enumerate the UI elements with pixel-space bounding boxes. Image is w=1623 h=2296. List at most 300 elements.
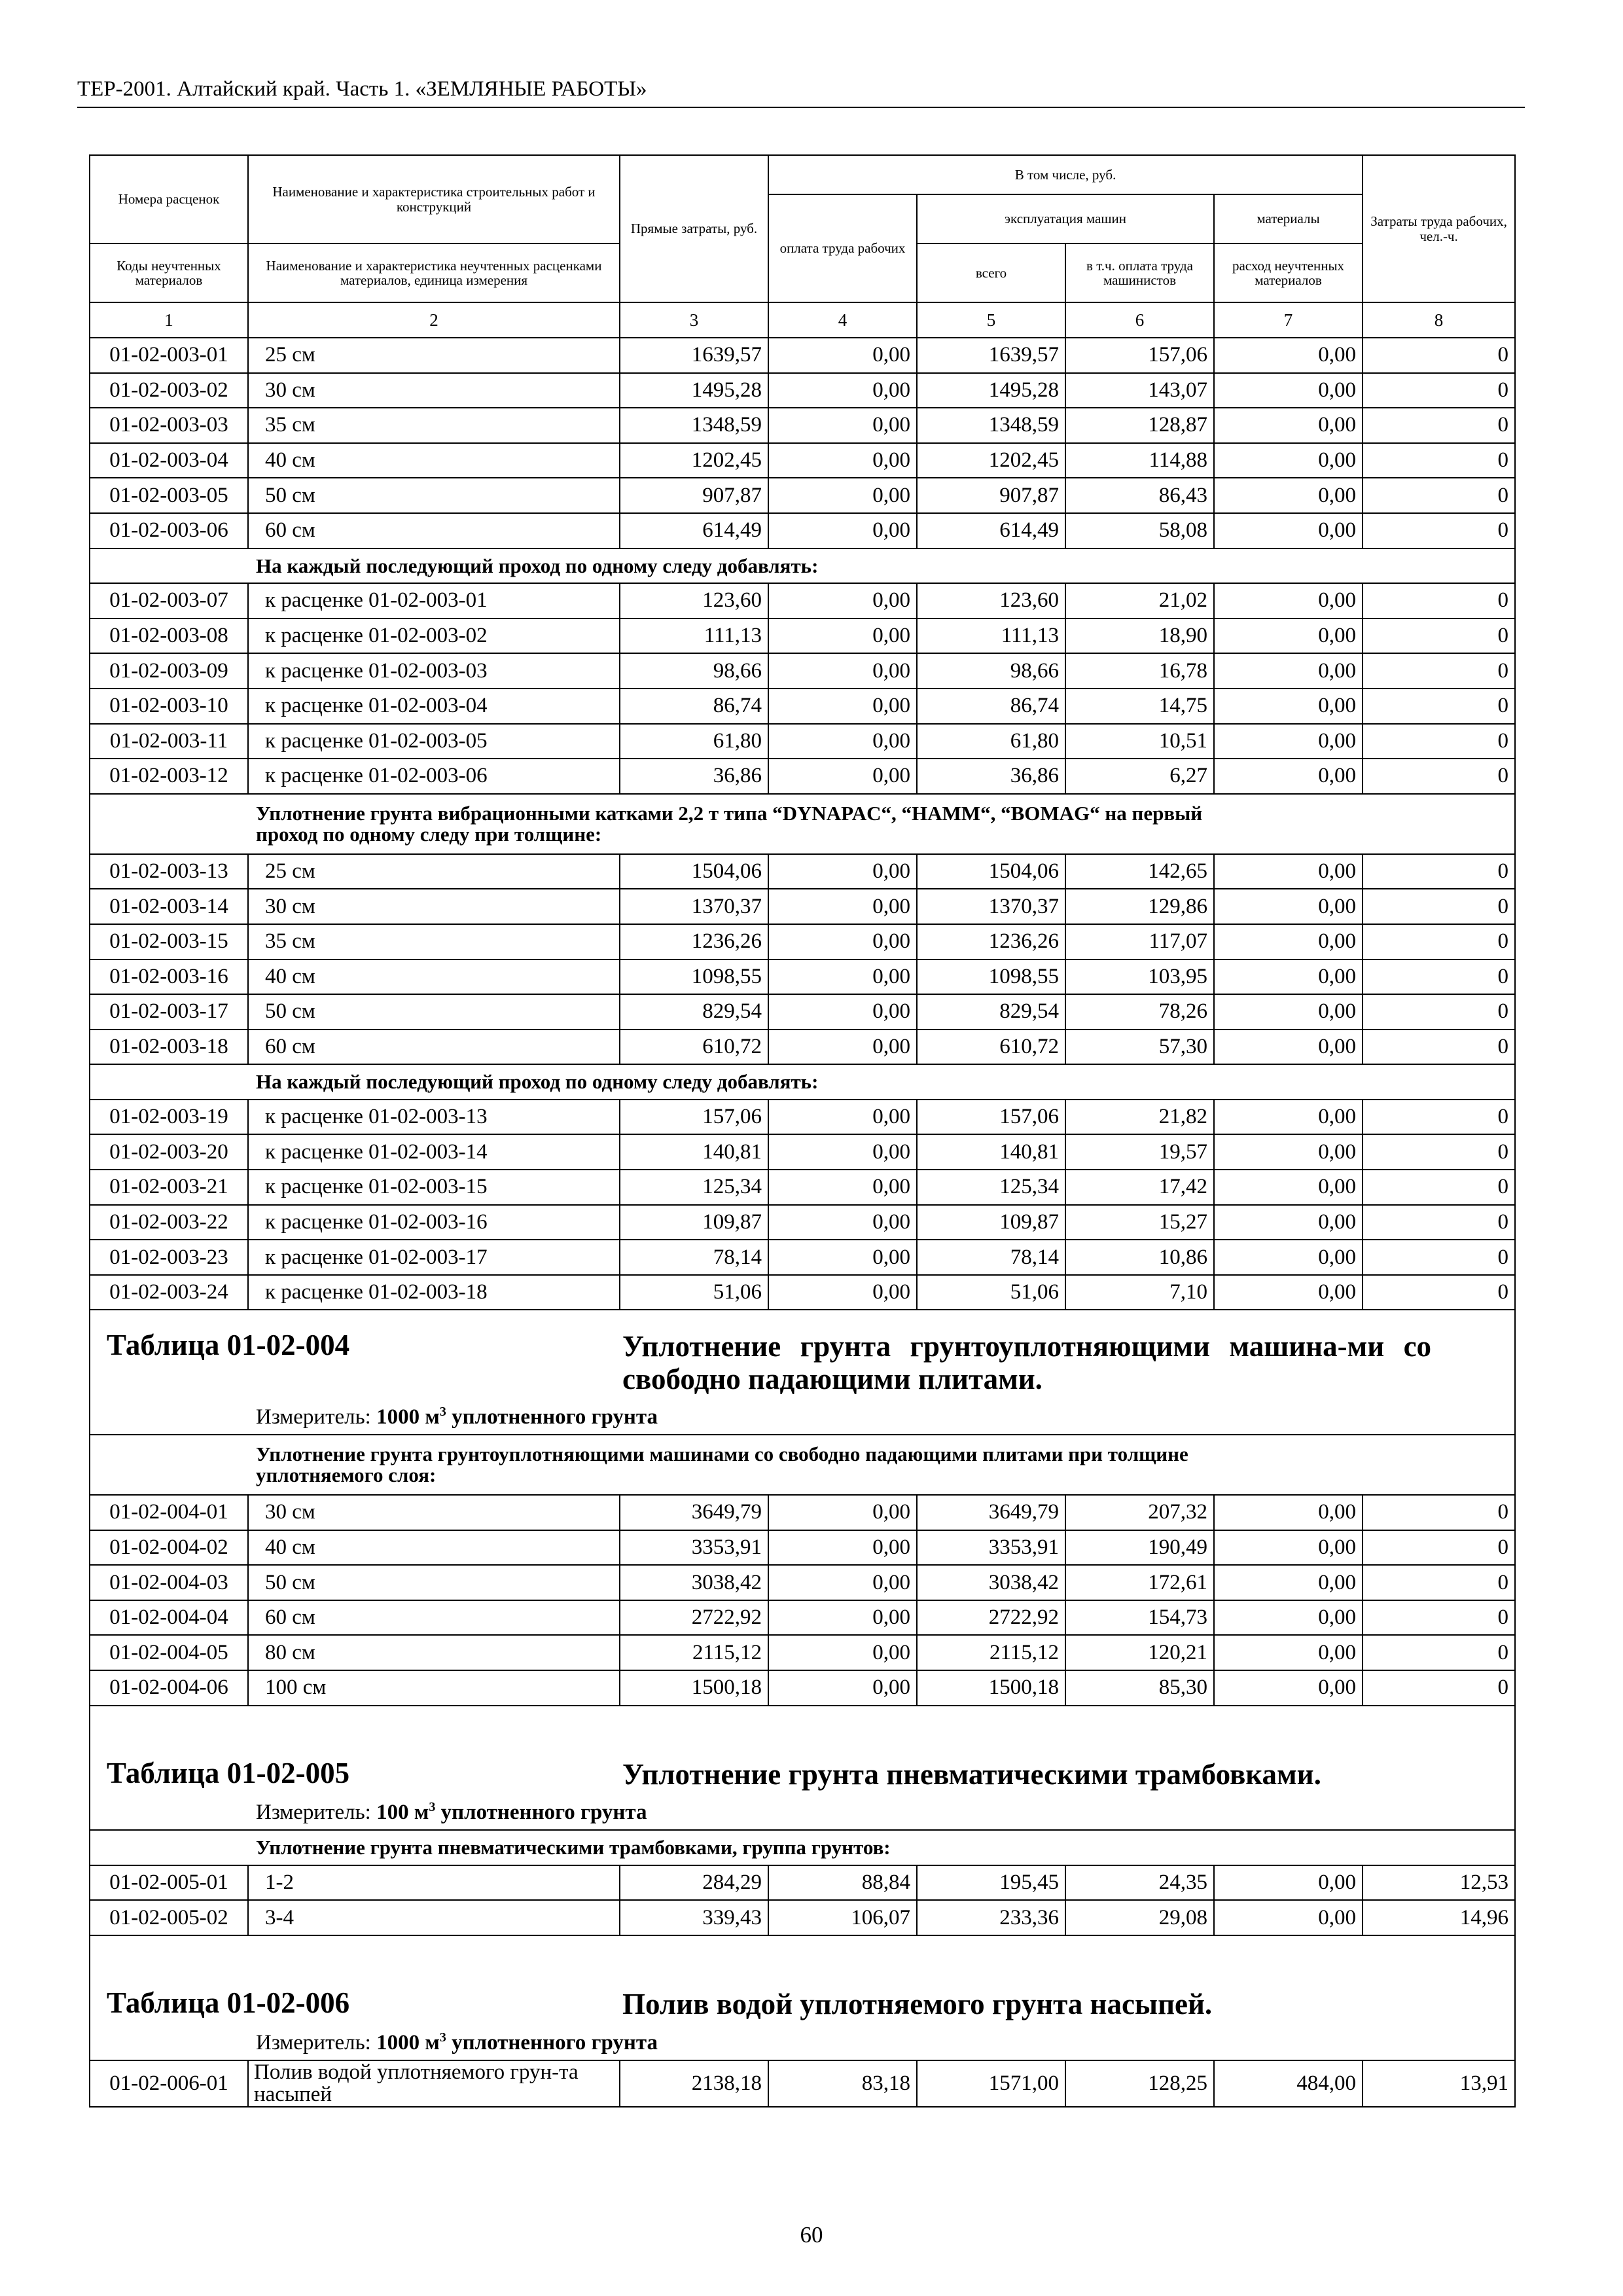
cell-value: 0,00 — [1214, 1865, 1363, 1901]
table-header — [90, 155, 1515, 338]
rate-name: к расценке 01-02-003-04 — [248, 689, 620, 724]
measure-row — [90, 1399, 1515, 1435]
cell-value: 83,18 — [768, 2060, 917, 2107]
col-header-unaccounted: расход неучтенных материалов — [1214, 243, 1363, 302]
rate-name: 60 см — [248, 513, 620, 548]
section-heading — [90, 1830, 1515, 1865]
cell-value: 10,51 — [1065, 724, 1214, 759]
rate-name: 3-4 — [248, 1900, 620, 1935]
cell-value: 0,00 — [768, 759, 917, 794]
cell-value: 78,14 — [620, 1240, 768, 1275]
cell-value: 109,87 — [620, 1205, 768, 1240]
cell-value: 61,80 — [620, 724, 768, 759]
cell-value: 128,25 — [1065, 2060, 1214, 2107]
cell-value: 109,87 — [917, 1205, 1065, 1240]
cell-value: 0,00 — [768, 443, 917, 478]
cell-value: 0,00 — [1214, 960, 1363, 995]
cell-value: 19,57 — [1065, 1134, 1214, 1170]
rate-name: к расценке 01-02-003-18 — [248, 1275, 620, 1310]
table-title-cell — [90, 1310, 1515, 1399]
table-row — [90, 960, 1515, 995]
cell-value: 0,00 — [1214, 1530, 1363, 1566]
cell-value: 2115,12 — [620, 1635, 768, 1670]
table-row — [90, 408, 1515, 443]
col-header-hours: Затраты труда рабочих, чел.-ч. — [1363, 155, 1515, 302]
cell-value: 0,00 — [768, 1205, 917, 1240]
table-number: Таблица 01-02-006 — [107, 1986, 350, 2020]
cell-value: 21,82 — [1065, 1100, 1214, 1135]
rate-name: 1-2 — [248, 1865, 620, 1901]
rate-name: 40 см — [248, 960, 620, 995]
cell-value: 1495,28 — [620, 373, 768, 408]
cell-value: 0,00 — [1214, 1134, 1363, 1170]
cell-value: 0,00 — [768, 1635, 917, 1670]
cell-value: 0 — [1363, 653, 1515, 689]
table-row — [90, 759, 1515, 794]
rate-name: 100 см — [248, 1670, 620, 1706]
table-row — [90, 1600, 1515, 1636]
cell-value: 86,74 — [620, 689, 768, 724]
measure-label: Измеритель: — [256, 2030, 377, 2054]
cell-value: 142,65 — [1065, 854, 1214, 889]
table-row — [90, 1100, 1515, 1135]
cell-value: 0,00 — [768, 1275, 917, 1310]
cell-value: 0,00 — [1214, 889, 1363, 924]
rate-code: 01-02-003-17 — [90, 994, 248, 1030]
cell-value: 1236,26 — [620, 924, 768, 960]
rate-name: 30 см — [248, 889, 620, 924]
cell-value: 1500,18 — [620, 1670, 768, 1706]
cell-value: 0,00 — [1214, 583, 1363, 619]
column-number: 1 — [90, 302, 248, 338]
measure-exponent: 3 — [429, 1800, 436, 1815]
rate-name: к расценке 01-02-003-06 — [248, 759, 620, 794]
cell-value: 0,00 — [1214, 1275, 1363, 1310]
cell-value: 0,00 — [768, 724, 917, 759]
column-number: 7 — [1214, 302, 1363, 338]
measure-number: 100 м — [376, 1801, 429, 1825]
cell-value: 1504,06 — [620, 854, 768, 889]
rate-name: 30 см — [248, 1495, 620, 1530]
cell-value: 0 — [1363, 1275, 1515, 1310]
cell-value: 3649,79 — [620, 1495, 768, 1530]
cell-value: 1098,55 — [620, 960, 768, 995]
table-row — [90, 338, 1515, 373]
cell-value: 143,07 — [1065, 373, 1214, 408]
measure-label: Измеритель: — [256, 1405, 377, 1429]
rate-code: 01-02-003-04 — [90, 443, 248, 478]
cell-value: 0,00 — [768, 1100, 917, 1135]
measure-unit — [90, 1795, 1515, 1831]
cell-value: 0,00 — [768, 653, 917, 689]
rate-name: 35 см — [248, 408, 620, 443]
cell-value: 610,72 — [917, 1030, 1065, 1065]
cell-value: 0,00 — [1214, 513, 1363, 548]
section-heading — [90, 794, 1515, 854]
column-number: 2 — [248, 302, 620, 338]
col-header-total: всего — [917, 243, 1065, 302]
cell-value: 29,08 — [1065, 1900, 1214, 1935]
col-header-name2: Наименование и характеристика неучтенных расценками материалов, единица измерения — [248, 243, 620, 302]
section-heading — [90, 1435, 1515, 1495]
table-row — [90, 1865, 1515, 1901]
col-header-num: Номера расценок — [90, 155, 248, 243]
cell-value: 140,81 — [917, 1134, 1065, 1170]
cell-value: 0,00 — [768, 583, 917, 619]
cell-value: 0 — [1363, 1530, 1515, 1566]
cell-value: 140,81 — [620, 1134, 768, 1170]
table-body — [90, 338, 1515, 2107]
cell-value: 0 — [1363, 1205, 1515, 1240]
cell-value: 0 — [1363, 338, 1515, 373]
column-number: 3 — [620, 302, 768, 338]
cell-value: 0 — [1363, 513, 1515, 548]
cell-value: 207,32 — [1065, 1495, 1214, 1530]
cell-value: 120,21 — [1065, 1635, 1214, 1670]
cell-value: 154,73 — [1065, 1600, 1214, 1636]
cell-value: 0,00 — [768, 478, 917, 513]
cell-value: 610,72 — [620, 1030, 768, 1065]
rate-code: 01-02-003-20 — [90, 1134, 248, 1170]
cell-value: 0,00 — [1214, 689, 1363, 724]
cell-value: 0 — [1363, 960, 1515, 995]
cell-value: 117,07 — [1065, 924, 1214, 960]
rate-name: 40 см — [248, 1530, 620, 1566]
cell-value: 1348,59 — [917, 408, 1065, 443]
cell-value: 1495,28 — [917, 373, 1065, 408]
cell-value: 0 — [1363, 583, 1515, 619]
rate-code: 01-02-003-24 — [90, 1275, 248, 1310]
cell-value: 0,00 — [768, 1030, 917, 1065]
col-header-code2: Коды неучтенных материалов — [90, 243, 248, 302]
cell-value: 51,06 — [917, 1275, 1065, 1310]
section-heading-row — [90, 1435, 1515, 1495]
table-row — [90, 1635, 1515, 1670]
section-heading-line: На каждый последующий проход по одному следу добавлять: — [256, 1070, 819, 1094]
cell-value: 24,35 — [1065, 1865, 1214, 1901]
cell-value: 1500,18 — [917, 1670, 1065, 1706]
rate-code: 01-02-004-04 — [90, 1600, 248, 1636]
cell-value: 907,87 — [620, 478, 768, 513]
table-row — [90, 373, 1515, 408]
measure-quantity — [376, 1405, 658, 1429]
rate-name: 30 см — [248, 373, 620, 408]
table-row — [90, 854, 1515, 889]
table-row — [90, 1030, 1515, 1065]
cell-value: 0,00 — [1214, 1635, 1363, 1670]
rate-code: 01-02-004-01 — [90, 1495, 248, 1530]
rate-name: 80 см — [248, 1635, 620, 1670]
rate-name: к расценке 01-02-003-15 — [248, 1170, 620, 1205]
table-number: Таблица 01-02-004 — [107, 1329, 350, 1362]
table-title-cell — [90, 1706, 1515, 1795]
cell-value: 284,29 — [620, 1865, 768, 1901]
rate-code: 01-02-003-06 — [90, 513, 248, 548]
table-row — [90, 1170, 1515, 1205]
cell-value: 98,66 — [917, 653, 1065, 689]
rate-name: 50 см — [248, 478, 620, 513]
cell-value: 103,95 — [1065, 960, 1214, 995]
table-title-cell — [90, 1935, 1515, 2025]
rate-code: 01-02-003-16 — [90, 960, 248, 995]
cell-value: 0,00 — [1214, 759, 1363, 794]
measure-number: 1000 м — [376, 1405, 440, 1429]
cell-value: 0 — [1363, 1240, 1515, 1275]
cell-value: 0,00 — [768, 960, 917, 995]
cell-value: 0,00 — [1214, 338, 1363, 373]
table-row — [90, 619, 1515, 654]
cell-value: 36,86 — [917, 759, 1065, 794]
cell-value: 0,00 — [1214, 854, 1363, 889]
cell-value: 339,43 — [620, 1900, 768, 1935]
rate-code: 01-02-003-02 — [90, 373, 248, 408]
cell-value: 3353,91 — [917, 1530, 1065, 1566]
col-header-materials: материалы — [1214, 194, 1363, 243]
table-row — [90, 513, 1515, 548]
cell-value: 157,06 — [620, 1100, 768, 1135]
measure-exponent: 3 — [439, 1405, 446, 1420]
section-heading-line: уплотняемого слоя: — [256, 1463, 437, 1487]
cell-value: 0 — [1363, 994, 1515, 1030]
cell-value: 0 — [1363, 1495, 1515, 1530]
cell-value: 157,06 — [917, 1100, 1065, 1135]
section-heading-row — [90, 1830, 1515, 1865]
cell-value: 123,60 — [917, 583, 1065, 619]
cell-value: 0,00 — [1214, 1205, 1363, 1240]
cell-value: 2722,92 — [620, 1600, 768, 1636]
rate-code: 01-02-003-05 — [90, 478, 248, 513]
table-row — [90, 1275, 1515, 1310]
cell-value: 0 — [1363, 759, 1515, 794]
table-title — [96, 1988, 1508, 2021]
cell-value: 0,00 — [768, 854, 917, 889]
cell-value: 0 — [1363, 1565, 1515, 1600]
cell-value: 614,49 — [620, 513, 768, 548]
measure-unit — [90, 1399, 1515, 1435]
col-header-machines: эксплуатация машин — [917, 194, 1214, 243]
cell-value: 125,34 — [917, 1170, 1065, 1205]
measure-number: 1000 м — [376, 2030, 440, 2054]
cell-value: 0 — [1363, 689, 1515, 724]
table-title — [96, 1331, 1508, 1395]
col-header-direct: Прямые затраты, руб. — [620, 155, 768, 302]
rate-code: 01-02-003-21 — [90, 1170, 248, 1205]
table-name: Полив водой уплотняемого грунта насыпей. — [622, 1988, 1213, 2021]
table-row — [90, 583, 1515, 619]
cell-value: 3038,42 — [917, 1565, 1065, 1600]
rate-code: 01-02-003-19 — [90, 1100, 248, 1135]
cell-value: 1639,57 — [620, 338, 768, 373]
col-header-operators: в т.ч. оплата труда машинистов — [1065, 243, 1214, 302]
cell-value: 1370,37 — [620, 889, 768, 924]
rate-code: 01-02-004-05 — [90, 1635, 248, 1670]
table-row — [90, 1205, 1515, 1240]
section-heading — [90, 548, 1515, 584]
cell-value: 0 — [1363, 724, 1515, 759]
column-number: 4 — [768, 302, 917, 338]
cell-value: 0,00 — [768, 924, 917, 960]
cell-value: 106,07 — [768, 1900, 917, 1935]
rate-code: 01-02-003-12 — [90, 759, 248, 794]
rate-name: 35 см — [248, 924, 620, 960]
cell-value: 111,13 — [620, 619, 768, 654]
cell-value: 0,00 — [1214, 924, 1363, 960]
cell-value: 17,42 — [1065, 1170, 1214, 1205]
rate-name: 60 см — [248, 1030, 620, 1065]
rate-code: 01-02-003-03 — [90, 408, 248, 443]
rate-code: 01-02-003-18 — [90, 1030, 248, 1065]
rate-code: 01-02-003-15 — [90, 924, 248, 960]
rate-name: к расценке 01-02-003-14 — [248, 1134, 620, 1170]
cell-value: 0 — [1363, 1030, 1515, 1065]
cell-value: 86,74 — [917, 689, 1065, 724]
cell-value: 0,00 — [768, 889, 917, 924]
cell-value: 0,00 — [768, 1565, 917, 1600]
column-number: 8 — [1363, 302, 1515, 338]
cell-value: 1202,45 — [917, 443, 1065, 478]
rate-code: 01-02-003-14 — [90, 889, 248, 924]
measure-rest: уплотненного грунта — [435, 1801, 647, 1825]
rate-name: 50 см — [248, 994, 620, 1030]
cell-value: 88,84 — [768, 1865, 917, 1901]
rate-name: к расценке 01-02-003-16 — [248, 1205, 620, 1240]
measure-label: Измеритель: — [256, 1801, 377, 1825]
measure-row — [90, 2025, 1515, 2060]
col-header-incl: В том числе, руб. — [768, 155, 1363, 194]
cell-value: 0,00 — [768, 1495, 917, 1530]
rate-code: 01-02-005-01 — [90, 1865, 248, 1901]
rate-name: 50 см — [248, 1565, 620, 1600]
cell-value: 0 — [1363, 1670, 1515, 1706]
rate-name: Полив водой уплотняемого грун-та насыпей — [248, 2060, 620, 2107]
measure-row — [90, 1795, 1515, 1831]
cell-value: 0,00 — [1214, 619, 1363, 654]
cell-value: 0,00 — [768, 408, 917, 443]
table-name: Уплотнение грунта пневматическими трамбовками. — [622, 1758, 1321, 1791]
table-row — [90, 443, 1515, 478]
rate-code: 01-02-004-06 — [90, 1670, 248, 1706]
cell-value: 21,02 — [1065, 583, 1214, 619]
cell-value: 0,00 — [1214, 1240, 1363, 1275]
section-heading — [90, 1064, 1515, 1100]
cell-value: 78,14 — [917, 1240, 1065, 1275]
rate-name: к расценке 01-02-003-01 — [248, 583, 620, 619]
cell-value: 7,10 — [1065, 1275, 1214, 1310]
rate-code: 01-02-003-13 — [90, 854, 248, 889]
table-row — [90, 478, 1515, 513]
cell-value: 58,08 — [1065, 513, 1214, 548]
cell-value: 0,00 — [768, 1134, 917, 1170]
cell-value: 0 — [1363, 408, 1515, 443]
rate-name: 25 см — [248, 338, 620, 373]
page-header: ТЕР-2001. Алтайский край. Часть 1. «ЗЕМЛЯНЫЕ РАБОТЫ» — [77, 77, 647, 101]
cell-value: 0 — [1363, 373, 1515, 408]
column-number-row — [90, 302, 1515, 338]
measure-exponent: 3 — [439, 2030, 446, 2045]
cell-value: 0,00 — [768, 1670, 917, 1706]
table-name: Уплотнение грунта грунтоуплотняющими машина-ми со свободно падающими плитами. — [622, 1330, 1432, 1395]
cell-value: 0 — [1363, 1170, 1515, 1205]
cell-value: 0,00 — [1214, 1100, 1363, 1135]
cell-value: 78,26 — [1065, 994, 1214, 1030]
cell-value: 829,54 — [620, 994, 768, 1030]
table-title-row — [90, 1706, 1515, 1795]
table-title-row — [90, 1310, 1515, 1399]
cell-value: 0,00 — [1214, 1170, 1363, 1205]
table-row — [90, 924, 1515, 960]
cell-value: 0,00 — [1214, 443, 1363, 478]
section-heading-line: Уплотнение грунта грунтоуплотняющими машинами со свободно падающими плитами при толщине — [256, 1443, 1188, 1466]
column-number: 5 — [917, 302, 1065, 338]
rate-name: к расценке 01-02-003-17 — [248, 1240, 620, 1275]
table-title-row — [90, 1935, 1515, 2025]
cell-value: 0,00 — [768, 338, 917, 373]
cell-value: 0,00 — [1214, 653, 1363, 689]
rate-name: 60 см — [248, 1600, 620, 1636]
table-row — [90, 1495, 1515, 1530]
cell-value: 3038,42 — [620, 1565, 768, 1600]
cell-value: 0,00 — [1214, 994, 1363, 1030]
section-heading-line: проход по одному следу при толщине: — [256, 822, 602, 846]
section-heading-row — [90, 794, 1515, 854]
cell-value: 0 — [1363, 619, 1515, 654]
cell-value: 2138,18 — [620, 2060, 768, 2107]
cell-value: 829,54 — [917, 994, 1065, 1030]
cell-value: 10,86 — [1065, 1240, 1214, 1275]
table-row — [90, 1900, 1515, 1935]
col-header-name: Наименование и характеристика строительных работ и конструкций — [248, 155, 620, 243]
table-row — [90, 689, 1515, 724]
cell-value: 6,27 — [1065, 759, 1214, 794]
cell-value: 14,75 — [1065, 689, 1214, 724]
rate-code: 01-02-003-01 — [90, 338, 248, 373]
cell-value: 0,00 — [1214, 1670, 1363, 1706]
table-row — [90, 1134, 1515, 1170]
rates-table — [89, 154, 1516, 2108]
rate-name: 40 см — [248, 443, 620, 478]
cell-value: 2722,92 — [917, 1600, 1065, 1636]
cell-value: 1098,55 — [917, 960, 1065, 995]
cell-value: 36,86 — [620, 759, 768, 794]
rate-code: 01-02-004-02 — [90, 1530, 248, 1566]
cell-value: 907,87 — [917, 478, 1065, 513]
cell-value: 0,00 — [1214, 408, 1363, 443]
table-row — [90, 1670, 1515, 1706]
cell-value: 0,00 — [768, 1240, 917, 1275]
rate-name: к расценке 01-02-003-02 — [248, 619, 620, 654]
cell-value: 57,30 — [1065, 1030, 1214, 1065]
rate-name: к расценке 01-02-003-03 — [248, 653, 620, 689]
cell-value: 0,00 — [768, 1600, 917, 1636]
cell-value: 0,00 — [768, 994, 917, 1030]
cell-value: 1236,26 — [917, 924, 1065, 960]
rate-code: 01-02-003-07 — [90, 583, 248, 619]
cell-value: 3649,79 — [917, 1495, 1065, 1530]
table-row — [90, 889, 1515, 924]
cell-value: 123,60 — [620, 583, 768, 619]
cell-value: 0,00 — [768, 513, 917, 548]
rate-code: 01-02-003-23 — [90, 1240, 248, 1275]
cell-value: 0 — [1363, 1100, 1515, 1135]
cell-value: 1370,37 — [917, 889, 1065, 924]
cell-value: 0,00 — [1214, 478, 1363, 513]
cell-value: 0,00 — [1214, 724, 1363, 759]
cell-value: 85,30 — [1065, 1670, 1214, 1706]
column-number: 6 — [1065, 302, 1214, 338]
cell-value: 0 — [1363, 1134, 1515, 1170]
rate-code: 01-02-003-09 — [90, 653, 248, 689]
cell-value: 1202,45 — [620, 443, 768, 478]
